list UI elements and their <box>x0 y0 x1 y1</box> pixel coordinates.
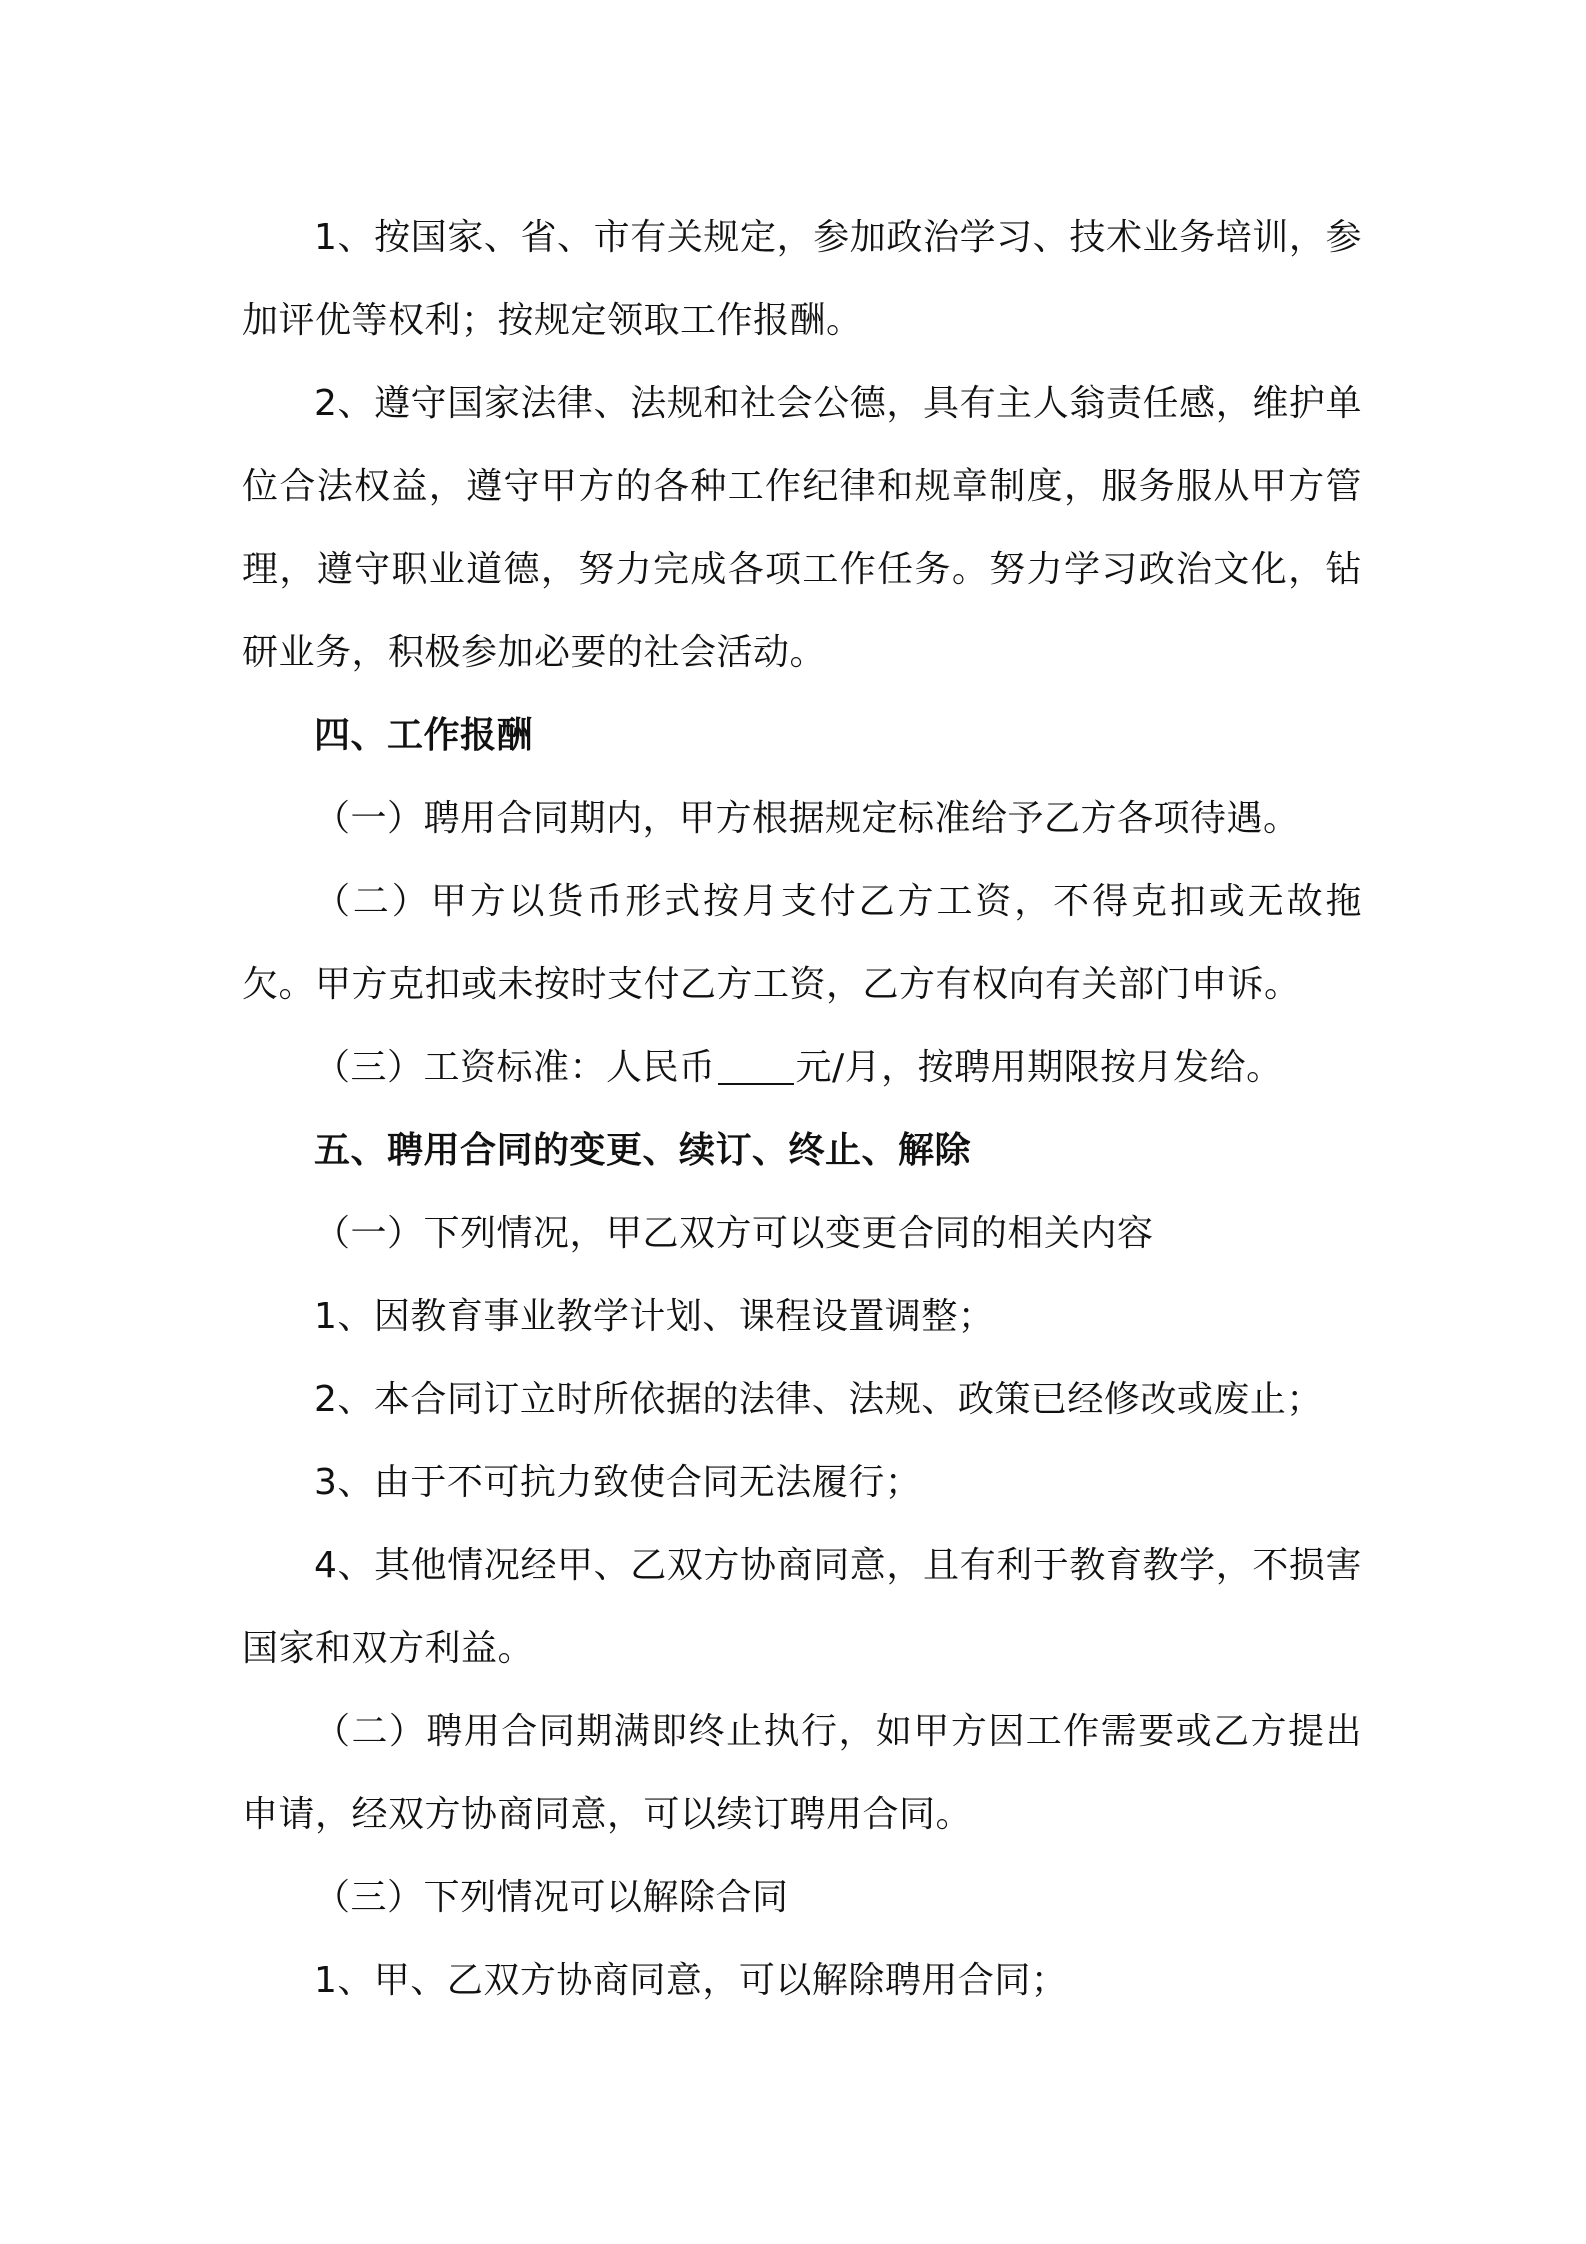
list-item: 1、因教育事业教学计划、课程设置调整； <box>314 1296 995 1337</box>
paragraph: （一）聘用合同期内，甲方根据规定标准给予乙方各项待遇。 <box>314 798 1300 839</box>
salary-paragraph <box>242 1026 1362 1109</box>
list-item: 2、本合同订立时所依据的法律、法规、政策已经修改或废止； <box>314 1379 1323 1420</box>
salary-label: （三）工资标准：人民币 <box>314 1047 716 1088</box>
list-item: 1、甲、乙双方协商同意，可以解除聘用合同； <box>314 1960 1068 2001</box>
document-body <box>242 196 1362 2022</box>
paragraph: （三）下列情况可以解除合同 <box>314 1877 789 1918</box>
list-item: 3、由于不可抗力致使合同无法履行； <box>314 1462 922 1503</box>
paragraph: 1、按国家、省、市有关规定，参加政治学习、技术业务培训，参加评优等权利；按规定领取工作报酬。 <box>242 217 1362 341</box>
section-heading: 四、工作报酬 <box>314 715 534 756</box>
salary-unit-text: 元/月，按聘用期限按月发给。 <box>795 1047 1283 1088</box>
list-item: 4、其他情况经甲、乙双方协商同意，且有利于教育教学，不损害国家和双方利益。 <box>242 1545 1362 1669</box>
paragraph: （一）下列情况，甲乙双方可以变更合同的相关内容 <box>314 1213 1154 1254</box>
paragraph: （二）聘用合同期满即终止执行，如甲方因工作需要或乙方提出申请，经双方协商同意，可以续订聘用合同。 <box>242 1711 1362 1835</box>
paragraph: 2、遵守国家法律、法规和社会公德，具有主人翁责任感，维护单位合法权益，遵守甲方的各种工作纪律和规章制度，服务服从甲方管理，遵守职业道德，努力完成各项工作任务。努力学习政治文化，钻研业务，积极参加必要的社会活动。 <box>242 383 1362 673</box>
section-heading: 五、聘用合同的变更、续订、终止、解除 <box>314 1130 972 1171</box>
paragraph: （二）甲方以货币形式按月支付乙方工资，不得克扣或无故拖欠。甲方克扣或未按时支付乙方工资，乙方有权向有关部门申诉。 <box>242 881 1362 1005</box>
salary-blank-field <box>718 1047 794 1085</box>
